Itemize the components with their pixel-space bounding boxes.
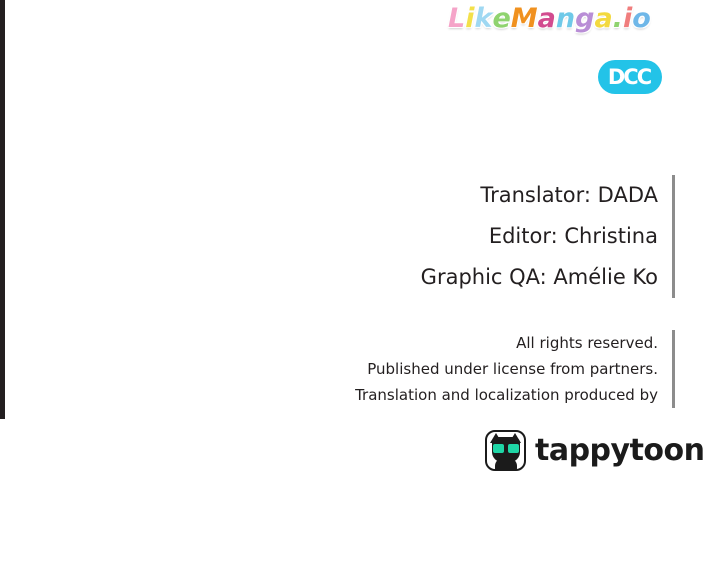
watermark-letter: i bbox=[622, 3, 633, 34]
credit-translator: Translator: DADA bbox=[480, 183, 658, 207]
page-edge-strip bbox=[0, 0, 5, 419]
cat-glasses-icon bbox=[493, 444, 519, 453]
tappytoon-logo bbox=[485, 430, 705, 471]
rights-block bbox=[300, 330, 675, 408]
watermark-letter: i bbox=[465, 3, 475, 34]
rights-line-1: All rights reserved. bbox=[516, 334, 658, 352]
watermark-letter: L bbox=[448, 3, 466, 34]
glasses-lens-left bbox=[493, 444, 504, 453]
glasses-lens-right bbox=[508, 444, 519, 453]
rights-line-3: Translation and localization produced by bbox=[355, 386, 658, 404]
watermark-letter: k bbox=[474, 3, 493, 34]
likemanga-watermark bbox=[448, 2, 710, 36]
cat-body bbox=[495, 458, 517, 469]
dcc-logo-icon bbox=[598, 60, 662, 94]
watermark-letter: . bbox=[612, 3, 623, 34]
watermark-letter: e bbox=[492, 3, 511, 34]
rights-line-2: Published under license from partners. bbox=[367, 360, 658, 378]
watermark-letter: M bbox=[510, 3, 538, 34]
tappytoon-cat-icon bbox=[485, 430, 526, 471]
dcc-logo-text: DCC bbox=[607, 64, 651, 89]
credit-editor: Editor: Christina bbox=[488, 224, 658, 248]
credit-graphic-qa: Graphic QA: Amélie Ko bbox=[420, 265, 658, 289]
credits-block bbox=[300, 175, 675, 298]
watermark-letter: a bbox=[594, 3, 613, 34]
watermark-letter: a bbox=[537, 3, 556, 34]
tappytoon-wordmark: tappytoon bbox=[535, 432, 705, 468]
watermark-letter: n bbox=[555, 3, 576, 34]
watermark-letter: o bbox=[632, 3, 651, 34]
watermark-letter: g bbox=[575, 3, 595, 34]
